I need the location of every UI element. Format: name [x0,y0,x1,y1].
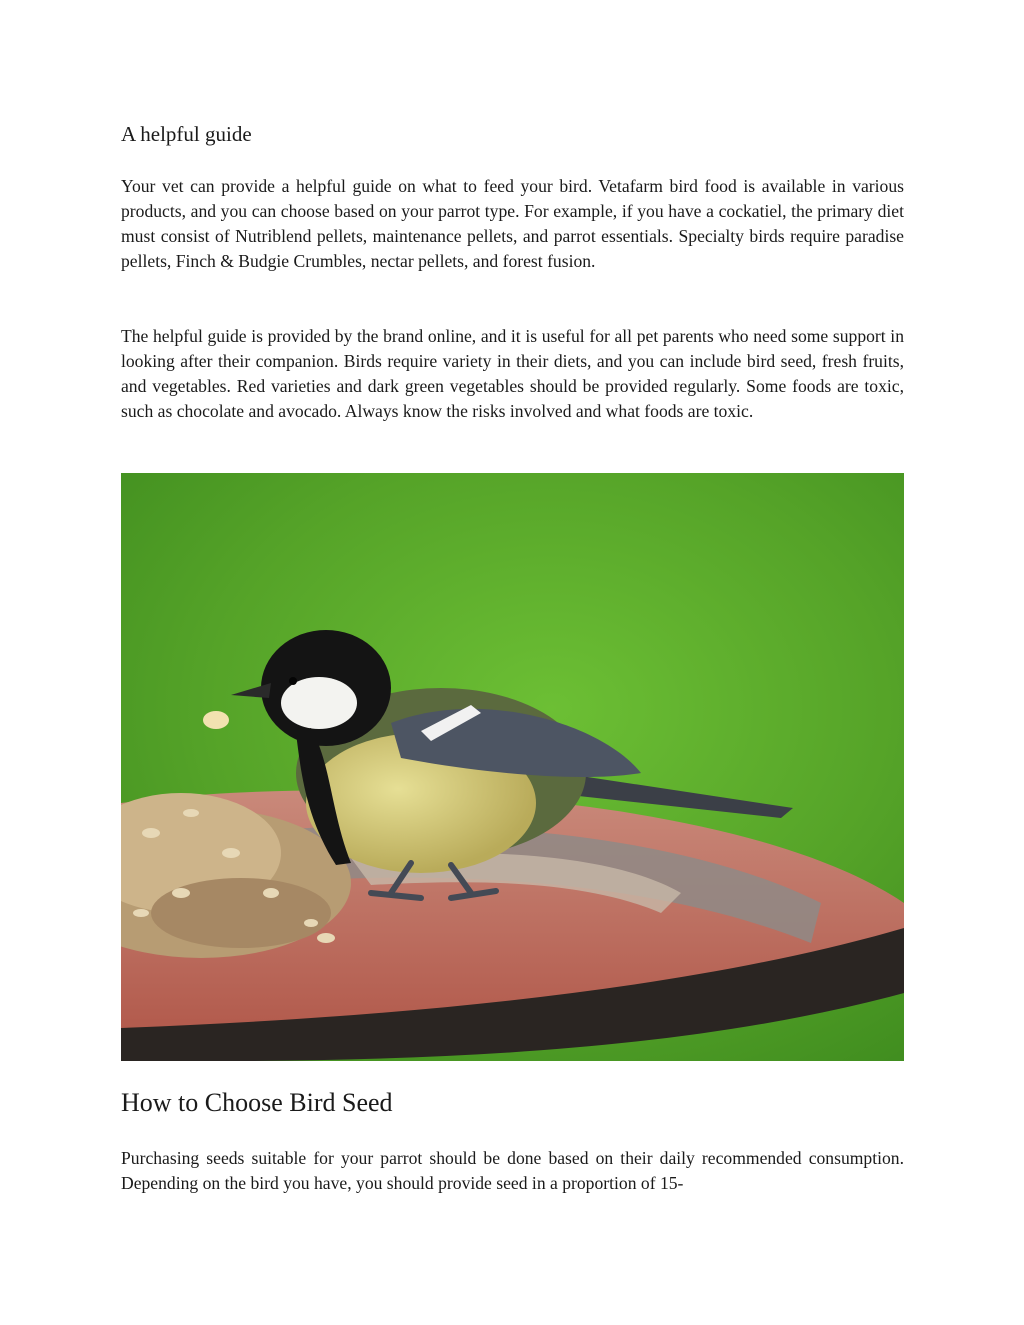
paragraph-brand-guide: The helpful guide is provided by the brand online, and it is useful for all pet parents who need some support in looking after their companion. Birds require variety in their diets, and you can include bird seed, fresh fruits, and vegetables. Red varieties and dark green vegetables should be provided regularly. Some foods are toxic, such as chocolate and avocado. Always know the risks involved and what foods are toxic. [121,326,904,421]
section-heading-helpful-guide: A helpful guide [121,122,252,146]
section-heading-choose-bird-seed: How to Choose Bird Seed [121,1088,393,1117]
paragraph-vet-guide: Your vet can provide a helpful guide on what to feed your bird. Vetafarm bird food is available in various products, and you can choose based on your parrot type. For example, if you have a cockatiel, the primary diet must consist of Nutriblend pellets, maintenance pellets, and parrot essentials. Specialty birds require paradise pellets, Finch & Budgie Crumbles, nectar pellets, and forest fusion. [121,176,904,271]
bird-on-feeder-table-photo [121,473,904,1061]
paragraph-purchasing-seeds: Purchasing seeds suitable for your parrot should be done based on their daily recommended consumption. Depending on the bird you have, you should provide seed in a proportion of 15- [121,1148,904,1193]
